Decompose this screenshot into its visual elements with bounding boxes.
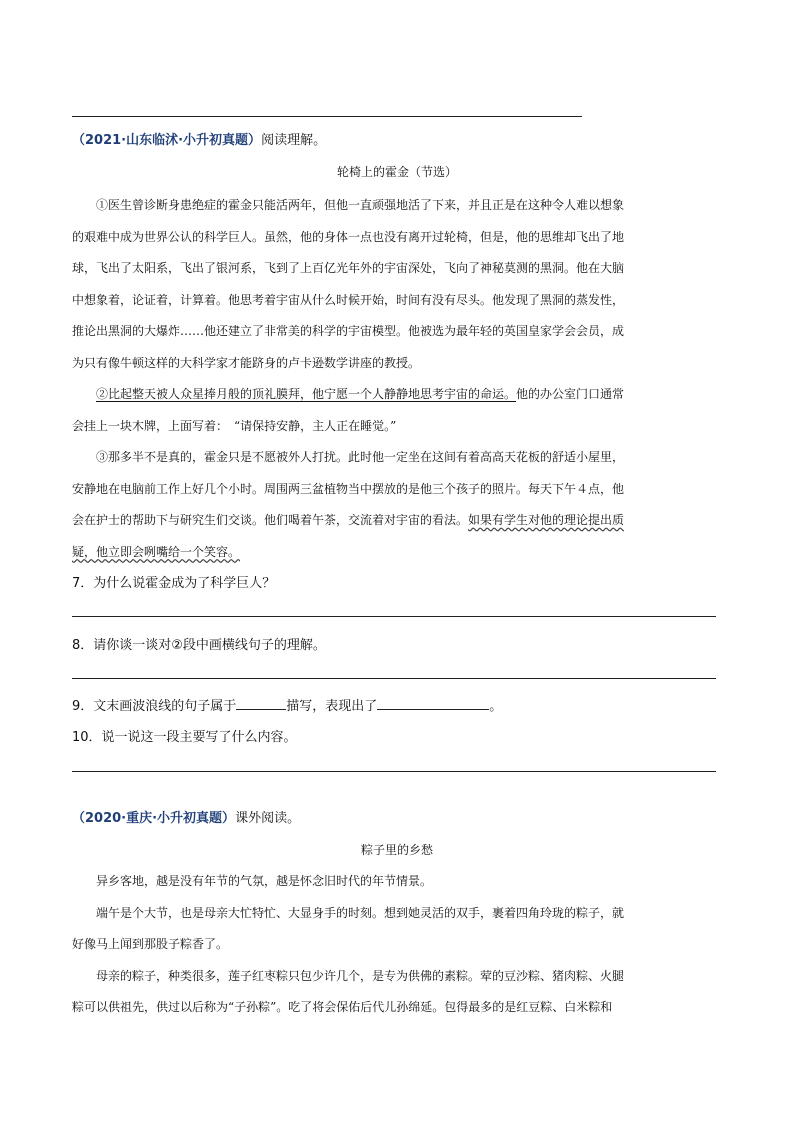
p2-line-2: 会挂上一块木牌，上面写着： “请保持安静，主人正在睡觉。”	[72, 418, 397, 433]
answer-line-10[interactable]	[72, 771, 716, 772]
section2-instruction: 课外阅读。	[235, 811, 301, 826]
p3-line-4	[72, 537, 716, 569]
wavy-sentence-part-1: 如果有学生对他的理论提出质	[468, 513, 625, 527]
p1-line-3: 球，飞出了太阳系，飞出了银河系，飞到了上百亿光年外的宇宙深处，飞向了神秘莫测的黑洞。他在大脑	[72, 261, 625, 275]
p2-3-line-1: 母亲的粽子，种类很多，莲子红枣粽只包少许几个，是专为供佛的素粽。荤的豆沙粽、猪肉粽、火腿	[96, 968, 625, 983]
passage1-title: 轮椅上的霍金（节选）	[336, 165, 457, 179]
section2-heading	[72, 807, 300, 826]
p1-line-1: ①医生曾诊断身患绝症的霍金只能活两年，但他一直顽强地活了下来，并且正是在这种令人难以想象	[96, 198, 625, 212]
section2-source: （2020·重庆·小升初真题）	[72, 811, 236, 826]
section1-source: （2021·山东临沭·小升初真题）	[72, 133, 262, 148]
answer-line-7[interactable]	[72, 616, 716, 617]
wavy-sentence-part-2: 疑，他立即会咧嘴给一个笑容。	[72, 544, 241, 559]
blank-expression[interactable]	[377, 695, 489, 710]
p2-2-line-2: 好像马上闻到那股子粽香了。	[72, 937, 229, 951]
header-rule	[72, 116, 582, 117]
section1-instruction: 阅读理解。	[261, 133, 327, 148]
p3-line-1: ③那多半不是真的，霍金只是不愿被外人打扰。此时他一定坐在这间有着高高天花板的舒适小屋里，	[96, 450, 625, 464]
passage2-title: 粽子里的乡愁	[360, 843, 433, 857]
p2-1-line: 异乡客地，越是没有年节的气氛，越是怀念旧时代的年节情景。	[96, 874, 433, 888]
passage1-paragraph-1	[72, 190, 716, 379]
p2-line-1: ②比起整天被人众星捧月般的顶礼膜拜，他宁愿一个人静静地思考宇宙的命运。他的办公室门口通常	[96, 387, 625, 401]
p1-line-2: 的艰难中成为世界公认的科学巨人。虽然，他的身体一点也没有离开过轮椅，但是，他的思维却飞出了地	[72, 229, 625, 244]
p2-2-line-1: 端午是个大节，也是母亲大忙特忙、大显身手的时刻。想到她灵活的双手，裹着四角玲珑的粽子，就	[96, 905, 625, 920]
p1-line-5: 推论出黑洞的大爆炸……他还建立了非常美的科学的宇宙模型。他被选为最年轻的英国皇家学会会员，成	[72, 324, 625, 338]
question-8: 8．请你谈一谈对②段中画横线句子的理解。	[72, 638, 326, 653]
answer-line-8[interactable]	[72, 678, 716, 679]
question-7: 7．为什么说霍金成为了科学巨人？	[72, 576, 276, 591]
question-9: 9．文末画波浪线的句子属于 描写，表现出了 。	[72, 695, 502, 714]
p3-line-3: 会在护士的帮助下与研究生们交谈。他们喝着午茶，交流着对宇宙的看法。如果有学生对他的理论提出质	[72, 513, 625, 527]
passage1-paragraph-2	[72, 379, 716, 442]
p2-3-line-2: 粽可以供祖先，供过以后称为“子孙粽”。吃了将会保佑后代儿孙绵延。包得最多的是红豆粽、白米粽和	[72, 1000, 613, 1014]
p1-line-4: 中想象着，论证着，计算着。他思考着宇宙从什么时候开始，时间有没有尽头。他发现了黑洞的蒸发性，	[72, 292, 625, 307]
question-10: 10．说一说这一段主要写了什么内容。	[72, 730, 297, 745]
passage1-paragraph-3	[72, 442, 716, 568]
blank-description-type[interactable]	[236, 695, 286, 710]
p1-line-6: 为只有像牛顿这样的大科学家才能跻身的卢卡逊数学讲座的教授。	[72, 355, 421, 370]
section1-heading	[72, 129, 326, 148]
passage2-body	[72, 866, 716, 1024]
p3-line-2: 安静地在电脑前工作上好几个小时。周围两三盆植物当中摆放的是他三个孩子的照片。每天下午４点，他	[72, 481, 625, 496]
underlined-sentence: ②比起整天被人众星捧月般的顶礼膜拜，他宁愿一个人静静地思考宇宙的命运。	[96, 387, 517, 401]
